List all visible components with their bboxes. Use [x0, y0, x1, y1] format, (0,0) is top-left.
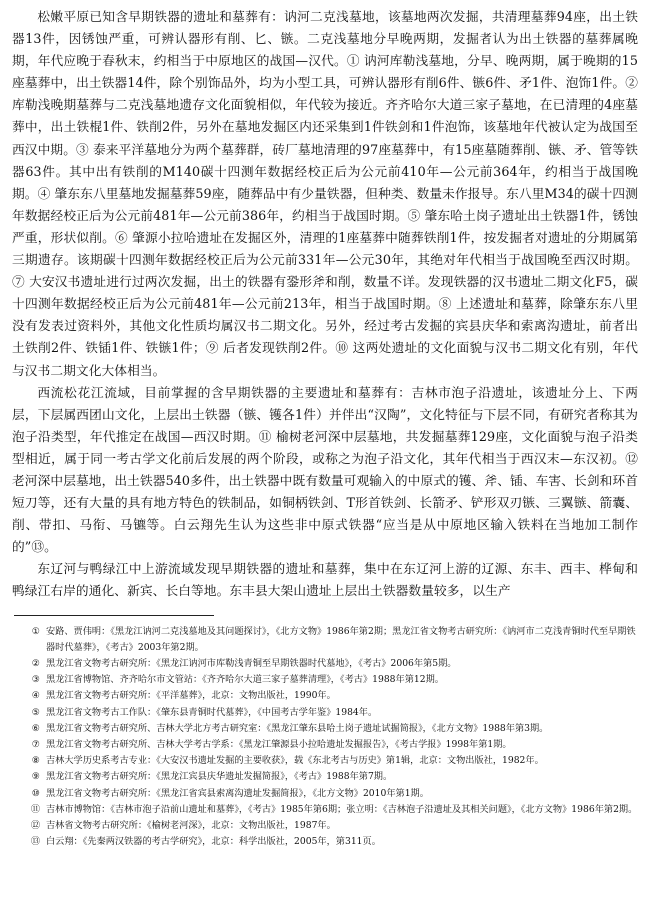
- footnote-text: 黑龙江省文物考古工作队：《肇东县青铜时代墓葬》，《中国考古学年鉴》1984年。: [46, 706, 378, 718]
- paragraph-liao-yalu-river: 东辽河与鸭绿江中上游流域发现早期铁器的遗址和墓葬，集中在东辽河上游的辽源、东丰、西丰、桦甸和鸭绿江右岸的通化、新宾、长白等地。东丰县大架山遗址上层出土铁器数量较多，以生产: [12, 561, 638, 599]
- footnote: [12, 656, 638, 672]
- footnote: [12, 802, 638, 818]
- footnote: [12, 737, 638, 753]
- footnote-number: ①: [31, 625, 40, 637]
- footnote: [12, 672, 638, 688]
- footnote: [12, 834, 638, 850]
- footnote-divider: [14, 615, 214, 616]
- footnotes: [12, 624, 638, 851]
- footnote: [12, 688, 638, 704]
- body-text: [12, 6, 638, 603]
- footnote-text: 黑龙江省文物考古研究所：《平洋墓葬》，北京：文物出版社，1990年。: [46, 690, 336, 702]
- footnote-text: 黑龙江省文物考古研究所：《黑龙江省宾县索离沟遗址发掘简报》，《北方文物》2010年第1期。: [46, 787, 429, 799]
- footnote-number: ⑧: [31, 755, 40, 767]
- footnote-number: ⑦: [31, 738, 40, 750]
- footnote-text: 吉林省文物考古研究所：《榆树老河深》，北京：文物出版社，1987年。: [46, 819, 336, 831]
- footnote-number: ③: [31, 674, 40, 686]
- footnote-number: ⑨: [31, 771, 40, 783]
- footnote: [12, 786, 638, 802]
- footnote-text: 安路、贾伟明：《黑龙江讷河二克浅墓地及其问题探讨》，《北方文物》1986年第2期；黑龙江省文物考古研究所：《讷河市二克浅青铜时代至早期铁器时代墓葬》，《考古》2003年第2期。: [46, 625, 636, 653]
- footnote: [12, 705, 638, 721]
- footnote-text: 黑龙江省文物考古研究所、吉林大学北方考古研究室：《黑龙江肇东县哈土岗子遗址试掘简报》，《北方文物》1988年第3期。: [46, 722, 549, 734]
- footnote-number: ⑫: [30, 819, 40, 831]
- footnote-number: ⑬: [30, 836, 40, 848]
- footnote-text: 黑龙江省文物考古研究所、吉林大学考古学系：《黑龙江肇源县小拉哈遗址发掘报告》，《考古学报》1998年第1期。: [46, 738, 512, 750]
- footnote-number: ⑩: [31, 787, 40, 799]
- paragraph-songhua-river: 西流松花江流域，目前掌握的含早期铁器的主要遗址和墓葬有：吉林市泡子沿遗址，该遗址分上、下两层，下层属西团山文化，上层出土铁器（镞、镬各1件）并伴出“汉陶”，文化特征与下层不同，有研究者称其为泡子沿类型，年代推定在战国—西汉时期。⑪ 榆树老河深中层墓地，共发掘墓葬129座，文化面貌与泡子沿类型相近，属于同一考古学文化前后发展的两个阶段，或称之为泡子沿文化，其年代相当于西汉末—东汉初。⑫ 老河深中层墓地，出土铁器540多件，出土铁器中既有数量可观输入的中原式的镬、斧、锸、车害、长剑和环首短刀等，还有大量的具有地方特色的铁制品，如铜柄铁剑、T形首铁剑、长箭矛、铲形双刃镞、三翼镞、箭囊、削、带扣、马衔、马镳等。白云翔先生认为这些非中原式铁器“应当是从中原地区输入铁料在当地加工制作的”⑬。: [12, 384, 638, 555]
- footnote-number: ②: [31, 657, 40, 669]
- footnote-number: ⑥: [31, 722, 40, 734]
- footnote: [12, 624, 638, 656]
- footnote-number: ⑪: [30, 803, 40, 815]
- footnote: [12, 769, 638, 785]
- footnote: [12, 753, 638, 769]
- footnote: [12, 818, 638, 834]
- footnote-text: 黑龙江省博物馆、齐齐哈尔市文管站：《齐齐哈尔大道三家子墓葬清理》，《考古》1988年第12期。: [46, 674, 444, 686]
- footnote-text: 吉林大学历史系考古专业：《大安汉书遗址发掘的主要收获》，载《东北考古与历史》第1辑，北京：文物出版社，1982年。: [46, 755, 544, 767]
- paragraph-songnen-plain: 松嫩平原已知含早期铁器的遗址和墓葬有：讷河二克浅墓地，该墓地两次发掘，共清理墓葬94座，出土铁器13件，因锈蚀严重，可辨认器形有削、匕、镞。二克浅墓地分早晚两期，发掘者认为出土铁器的墓葬属晚期，年代应晚于春秋末，约相当于中原地区的战国—汉代。① 讷河库勒浅墓地，分早、晚两期，属于晚期的15座墓葬中，出土铁器14件，除个别饰品外，均为小型工具，可辨认器形有削6件、镞6件、矛1件、泡饰1件。② 库勒浅晚期墓葬与二克浅墓地遗存文化面貌相似，年代较为接近。齐齐哈尔大道三家子墓地，在已清理的4座墓葬中，出土铁棍1件、铁削2件，另外在墓地发掘区内还采集到1件铁剑和1件泡饰，该墓地年代被认定为战国至西汉中期。③ 泰来平洋墓地分为两个墓葬群，砖厂墓地清理的97座墓葬中，有15座墓随葬削、镞、矛、管等铁器63件。其中出有铁削的M140碳十四测年数据经校正后为公元前410年—公元前364年，约相当于战国晚期。④ 肇东东八里墓地发掘墓葬59座，随葬品中有少量铁器，但种类、数量未作报导。东八里M34的碳十四测年数据经校正后为公元前481年—公元前386年，约相当于战国时期。⑤ 肇东哈土岗子遗址出土铁器1件，锈蚀严重，形状似削。⑥ 肇源小拉哈遗址在发掘区外，清理的1座墓葬中随葬铁削1件，按发掘者对遗址的分期属第三期遗存。该期碳十四测年数据经校正后为公元前331年—公元30年，其绝对年代相当于战国晚至西汉时期。⑦ 大安汉书遗址进行过两次发掘，出土的铁器有銎形斧和削，数量不详。发现铁器的汉书遗址二期文化F5，碳十四测年数据经校正后为公元前481年—公元前213年，相当于战国时期。⑧ 上述遗址和墓葬，除肇东东八里没有发表过资料外，其他文化性质均属汉书二期文化。另外，经过考古发掘的宾县庆华和索离沟遗址，前者出土铁削2件、铁锸1件、铁镞1件；⑨ 后者发现铁削2件。⑩ 这两处遗址的文化面貌与汉书二期文化有别，年代与汉书二期文化大体相当。: [12, 9, 638, 378]
- footnote-number: ⑤: [31, 706, 40, 718]
- footnote: [12, 721, 638, 737]
- footnote-text: 黑龙江省文物考古研究所：《黑龙江讷河市库勒浅青铜至早期铁器时代墓地》，《考古》2006年第5期。: [46, 657, 457, 669]
- footnote-text: 白云翔：《先秦两汉铁器的考古学研究》，北京：科学出版社，2005年，第311页。: [46, 836, 381, 848]
- footnote-text: 黑龙江省文物考古研究所：《黑龙江宾县庆华遗址发掘简报》，《考古》1988年第7期。: [46, 771, 393, 783]
- footnote-number: ④: [31, 690, 40, 702]
- footnote-text: 吉林市博物馆：《吉林市泡子沿前山遗址和墓葬》，《考古》1985年第6期；张立明：《吉林泡子沿遗址及其相关问题》，《北方文物》1986年第2期。: [46, 803, 638, 815]
